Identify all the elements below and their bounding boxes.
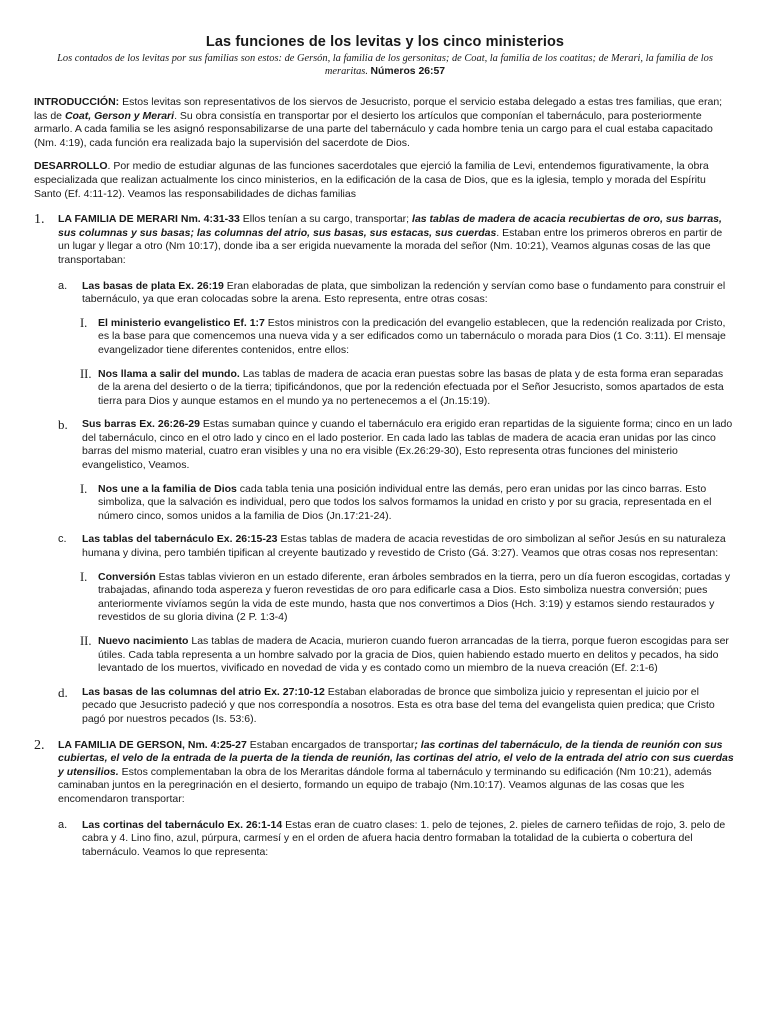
item-heading: Las tablas del tabernáculo Ex. 26:15-23	[82, 533, 278, 546]
section-heading: LA FAMILIA DE MERARI	[58, 213, 178, 226]
item-letter: b.	[58, 417, 68, 433]
subitem-conversion: I. Conversión Estas tablas vivieron en un estado diferente, eran árboles sembrados en la tierra, pero un día fueron escogidas, cortadas y trabajadas, afinando toda aspereza y fueron revestidas de oro para edificarle casa a Dios. Esto simboliza nuestra conversión; pues anteriormente vivíamos según la vida de este mundo, hasta que nos convertimos a Dios (Hch. 3:19) y estamos siendo restaurados y revestidos de su gloria divina (2 P. 1:3-4)	[80, 569, 731, 624]
subitem-heading: Conversión	[98, 570, 156, 583]
item-heading: Las cortinas del tabernáculo Ex. 26:1-14	[82, 818, 283, 831]
subitem-ministerio-evangelistico: I. El ministerio evangelistico Ef. 1:7 Estos ministros con la predicación del evangelio establecen, que la redención realizada por Cristo, es la base para que comencemos una nueva vida y a ser edificados como un tabernáculo o morada para Dios (1 Co. 3:11). El mensaje evangelizador tiene diferentes contenidos, entre ellos:	[80, 315, 726, 356]
subtitle-reference: Números 26:57	[370, 66, 446, 77]
document-page	[34, 34, 736, 869]
subitem-numeral: II.	[80, 634, 92, 648]
subitem-numeral: I.	[80, 481, 88, 496]
item-heading: Las basas de las columnas del atrio Ex. 27:10-12	[82, 685, 325, 698]
introduction-label: INTRODUCCIÓN:	[34, 96, 120, 108]
desarrollo-label: DESARROLLO	[34, 160, 108, 173]
section-emphasis: las tablas de madera de acacia recubiertas de oro, sus barras, sus columnas y sus basas; las columnas del atrio, sus basas, sus estacas, sus cuerdas	[58, 213, 722, 239]
list-item-basas-columnas-atrio: d. Las basas de las columnas del atrio Ex. 27:10-12 Estaban elaboradas de bronce que simboliza juicio y representan el juicio por el pecado que Jesucristo padeció y que nos correspondía a nosotros. Esta es otra base del tema del evangelista quien predica; que Cristo pagó por nuestros pecados (Is. 53:6).	[58, 684, 715, 725]
section-reference: Nm. 4:31-33	[177, 213, 240, 226]
subitem-heading: Nos une a la familia de Dios	[98, 482, 237, 495]
section-heading: LA FAMILIA DE GERSON, Nm. 4:25-27	[58, 738, 247, 751]
item-heading: Las basas de plata Ex. 26:19	[82, 279, 224, 292]
subitem-nuevo-nacimiento: II. Nuevo nacimiento Las tablas de madera de Acacia, murieron cuando fueron arrancadas de la tierra, porque fueron escogidas para ser útiles. Cada tabla representa a un hombre salvado por la gracia de Dios, quien habiendo estado muerto en delitos y pecados, ha sido levantado de los muertos, vivificado en novedad de vida y es contado como un miembro de la nueva creación (Ef. 2:1-6)	[80, 634, 729, 675]
section-gerson: 2. LA FAMILIA DE GERSON, Nm. 4:25-27 Estaban encargados de transportar; las cortinas del tabernáculo, de la tienda de reunión con sus cubiertas, el velo de la entrada de la puerta de la tienda de reunión, las cortinas del atrio, el velo de la entrada del atrio con sus cuerdas y utensilios. Estos complementaban la obra de los Meraritas dándole forma al tabernáculo y terminando su edificación (Nm 10:21), además caminaban juntos en la peregrinación en el desierto, formando un equipo de trabajo (Nm.10:17). Veamos algunas de las cosas que les encomendaron transportar:	[34, 737, 734, 805]
document-title: Las funciones de los levitas y los cinco ministerios	[205, 34, 565, 50]
section-number: 2.	[34, 737, 45, 753]
subitem-numeral: I.	[80, 569, 88, 584]
subitem-heading: Nuevo nacimiento	[98, 635, 189, 647]
subitem-heading: Nos llama a salir del mundo.	[98, 367, 240, 380]
family-names: Coat, Gerson y Merari	[64, 109, 175, 122]
list-item-cortinas-del-tabernaculo: a. Las cortinas del tabernáculo Ex. 26:1-14 Estas eran de cuatro clases: 1. pelo de tejones, 2. pieles de carnero teñidas de rojo, 3. pelo de cabra y 4. Lino fino, azul, púrpura, carmesí y en el orden de afuera hacia dentro formaban la totalidad de la cubierta o cobertura del tabernáculo. Veamos lo que representa:	[58, 818, 726, 858]
item-letter: a.	[58, 818, 68, 831]
subitem-salir-del-mundo: II. Nos llama a salir del mundo. Las tablas de madera de acacia eran puestas sobre las basas de plata y de esta forma eran separadas de la arena del desierto o de la tierra; tipificándonos, que por la redención efectuada por el Señor Jesucristo, somos apartados de esta tierra para Dios y aunque estamos en el mundo ya no pertenecemos a el (Jn.15:19).	[80, 366, 724, 407]
desarrollo-paragraph: DESARROLLO. Por medio de estudiar algunas de las funciones sacerdotales que ejerció la familia de Levi, entendemos figurativamente, la obra especializada que realizan actualmente los cinco ministerios, en la edificación de la casa de Dios, que es la iglesia, templo y morada del Espíritu Santo (Ef. 4:11-12). Veamos las responsabilidades de dichas familias	[34, 160, 709, 200]
subitem-numeral: II.	[80, 366, 92, 381]
subitem-familia-de-dios: I. Nos une a la familia de Dios cada tabla tenia una posición individual entre las demás, pero eran unidas por las cinco barras. Esto simboliza, que la salvación es individual, pero que todos los salvos formamos la unidad en cristo y por su gracia, representada en el número cinco, somos unidos a la familia de Dios (Jn.17:21-24).	[80, 481, 712, 522]
subtitle-quote: Los contados de los levitas por sus familias son estos: de Gersón, la familia de los gersonitas; de Coat, la familia de los coatitas; de Merari, la familia de los meraritas.	[57, 53, 713, 77]
item-letter: d.	[58, 684, 68, 700]
list-item-basas-de-plata: a. Las basas de plata Ex. 26:19 Eran elaboradas de plata, que simbolizan la redención y servían como base o fundamento para construir el tabernáculo, ya que eran colocadas sobre la arena. Esto representa, entre otras cosas:	[58, 279, 726, 306]
subitem-heading: El ministerio evangelistico Ef. 1:7	[98, 316, 265, 329]
document-subtitle	[34, 52, 736, 78]
item-heading: Sus barras Ex. 26:26-29	[82, 418, 200, 431]
section-emphasis: ; las cortinas del tabernáculo, de la tienda de reunión con sus cubiertas, el velo de la entrada de la puerta de la tienda de reunión, las cortinas del atrio, el velo de la entrada del atrio con sus cuerdas y utensilios.	[58, 738, 734, 778]
subitem-numeral: I.	[80, 315, 88, 330]
introduction-paragraph: INTRODUCCIÓN: Estos levitas son representativos de los siervos de Jesucristo, porque el servicio estaba delegado a estas tres familias, que eran; las de Coat, Gerson y Merari. Su obra consistía en transportar por el desierto los artículos que componían el tabernáculo, para posteriormente armarlo. A cada familia se les asignó responsabilizarse de una parte del tabernáculo y cada hombre tenia un cargo para el cual estaba capacitado (Nm. 4:19), cada función era realizada bajo la supervisión del sacerdote de Dios.	[34, 96, 723, 149]
item-letter: c.	[58, 533, 67, 546]
section-merari: 1. LA FAMILIA DE MERARI Nm. 4:31-33 Ellos tenían a su cargo, transportar; las tablas de madera de acacia recubiertas de oro, sus barras, sus columnas y sus basas; las columnas del atrio, sus basas, sus estacas, sus cuerdas. Estaban entre los primeros obreros en partir de un lugar y llegar a otro (Nm 10:17), donde iba a ser erigida nuevamente la morada del señor (Nm. 10:21), Veamos algunas cosas de las que transportaban:	[34, 212, 723, 266]
list-item-sus-barras: b. Sus barras Ex. 26:26-29 Estas sumaban quince y cuando el tabernáculo era erigido eran repartidas de la siguiente forma; cinco en un lado del tabernáculo, cinco en el otro lado y cinco en el lado posterior. En cada lado las tablas de madera de acacia eran unidas por las cinco barras del mismo material, cuatro eran visibles y una no era visible (Ex.26:29-30), Esto representa otras funciones del ministerio evangelistico, Veamos.	[58, 417, 733, 472]
item-letter: a.	[58, 279, 68, 292]
list-item-tablas-del-tabernaculo: c. Las tablas del tabernáculo Ex. 26:15-23 Estas tablas de madera de acacia revestidas de oro simbolizan al señor Jesús en su naturaleza humana y divina, pero también tipifican al creyente bautizado y revestido de Cristo (Gá. 3:27). Veamos que otras cosas nos representan:	[58, 533, 726, 560]
section-number: 1.	[34, 212, 45, 228]
